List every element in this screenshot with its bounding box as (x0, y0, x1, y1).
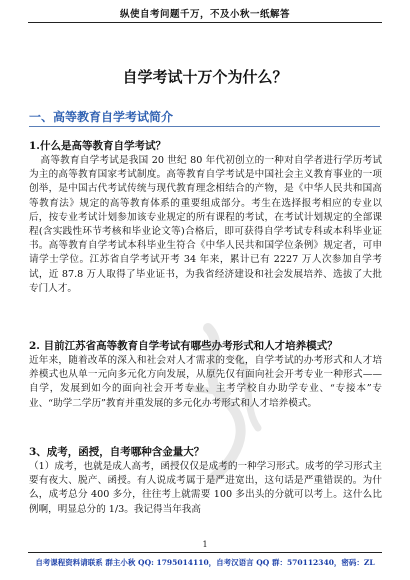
question-2-paragraph: 近年来，随着改革的深入和社会对人才需求的变化，自学考试的办考形式和人才培养模式也从单一元向多元化方向发展，从原先仅有面向社会开考专业一种形式——自学，发展到如今的面向社会开考专业、主考学校自办助学专业、“专接本”专业、“助学二学历”教育并重发展的多元化办考形式和人才培养模式。 (29, 355, 382, 409)
header-divider (28, 22, 382, 23)
watermark-brush-icon (168, 318, 278, 488)
footer-contact: 自考课程资料请联系 群主小秋 QQ: 1795014110，自考汉语言 QQ 群：570112340，密码：ZL (35, 558, 375, 567)
question-heading-1: 1.什么是高等教育自学考试？ (29, 140, 166, 152)
question-1-paragraph: 高等教育自学考试是我国 20 世纪 80 年代初创立的一种对自学者进行学历考试为主的高等教育国家考试制度。高等教育自学考试是中国社会主义教育事业的一项创举，是中国古代考试传统与现代教育理念相结合的产物，是《中华人民共和国高等教育法》规定的高等教育体系的重要组成部分。考生在选择报考相应的专业以后，按专业考试计划参加该专业规定的所有课程的考试，在考试计划规定的全部课程(含实践性环节考核和毕业论文等)合格后，即可获得自学考试专科或本科毕业证书。高等教育自学考试本科毕业生符合《中华人民共和国学位条例》规定者，可申请学士学位。江苏省自学考试开考 34 年来，累计已有 2227 万人次参加自学考试，近 87.8 万人取得了毕业证书，为我省经济建设和社会发展培养、选拔了大批专门人才。 (29, 155, 382, 294)
question-heading-3: 3、成考，函授，自考哪种含金量大？ (29, 446, 205, 458)
footer-divider (28, 552, 382, 553)
header-slogan: 纵使自考问题千万，不及小秋一纸解答 (119, 9, 290, 20)
section-heading: 一、高等教育自学考试简介 (29, 110, 174, 124)
question-3-paragraph: （1）成考，也就是成人高考，函授仅仅是成考的一种学习形式。成考的学习形式主要有夜大、脱产、函授。有人说成考属于是严进宽出，这句话是严重错误的。为什么，成考总分 400 多分，往往考上就需要 100 多出头的分就可以考上。这什么比例啊，明显总分的 1/3。我记得当年我高 (29, 461, 382, 515)
question-heading-2: 2. 目前江苏省高等教育自学考试有哪些办考形式和人才培养模式？ (29, 340, 338, 352)
page-title: 自学考试十万个为什么？ (122, 68, 288, 86)
page-number: 1 (202, 540, 208, 549)
section-divider (29, 126, 380, 127)
